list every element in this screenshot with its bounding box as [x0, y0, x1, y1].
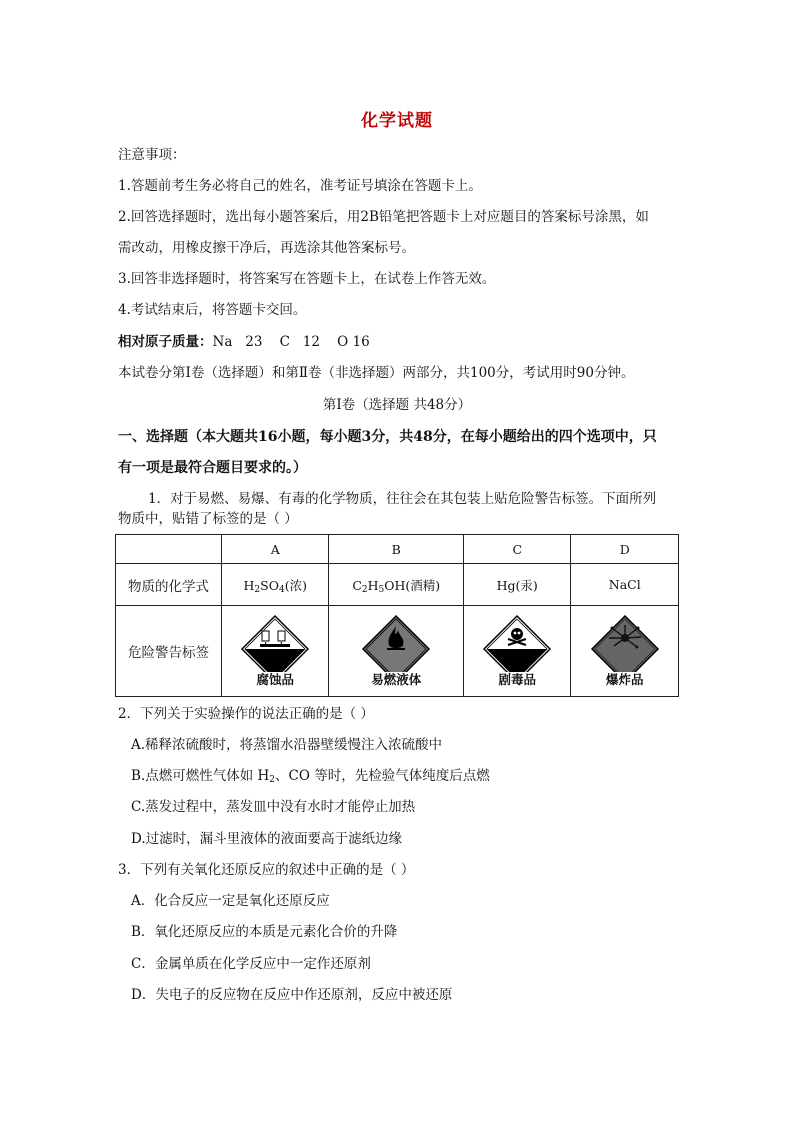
corrosive-icon: [240, 614, 310, 672]
q1-stem-line2: 物质中，贴错了标签的是（ ）: [118, 511, 298, 527]
q3-option-d: D．失电子的反应物在反应中作还原剂，反应中被还原: [131, 987, 453, 1003]
substance-b: $C_2H_5OH$(酒精): [329, 564, 464, 606]
notice-item-1: 1.答题前考生务必将自己的姓名，准考证号填涂在答题卡上。: [118, 178, 482, 194]
sign-row: [116, 606, 679, 697]
header-c: C: [464, 535, 571, 564]
notice-item-4: 4.考试结束后，将答题卡交回。: [118, 302, 307, 318]
notice-item-2-cont: 需改动，用橡皮擦干净后，再选涂其他答案标号。: [118, 240, 415, 256]
q3-stem: 3．下列有关氧化还原反应的叙述中正确的是（ ）: [118, 862, 415, 878]
notice-item-3: 3.回答非选择题时，将答案写在答题卡上，在试卷上作答无效。: [118, 271, 496, 287]
substance-c: Hg(汞): [464, 564, 571, 606]
table-corner-cell: [116, 535, 222, 564]
sign-caption-c: 剧毒品: [498, 672, 536, 687]
sign-cell-c: [464, 606, 571, 697]
atomic-mass-label: 相对原子质量：: [118, 334, 213, 350]
header-b: B: [329, 535, 464, 564]
flammable-liquid-icon: [361, 614, 431, 672]
sign-caption-b: 易燃液体: [371, 672, 422, 687]
q3-option-a: A．化合反应一定是氧化还原反应: [131, 893, 330, 909]
sign-row-label: 危险警告标签: [116, 606, 222, 697]
formula-row-label: 物质的化学式: [116, 564, 222, 606]
toxic-icon: [482, 614, 552, 672]
section1-line2: 有一项是最符合题目要求的。）: [118, 460, 307, 476]
header-a: A: [222, 535, 329, 564]
q1-stem-line1: 1．对于易燃、易爆、有毒的化学物质，往往会在其包装上贴危险警告标签。下面所列: [148, 491, 657, 507]
section1-line1: 一、选择题（本大题共16小题，每小题3分，共48分，在每小题给出的四个选项中，只: [118, 429, 657, 445]
exam-intro: 本试卷分第Ⅰ卷（选择题）和第Ⅱ卷（非选择题）两部分，共100分，考试用时90分钟。: [118, 365, 635, 381]
hazard-label-table: [115, 534, 679, 697]
atomic-mass-values: Na 23 C 12 O 16: [212, 334, 370, 350]
sign-cell-a: [222, 606, 329, 697]
q2-option-d: D.过滤时，漏斗里液体的液面要高于滤纸边缘: [131, 831, 403, 847]
page-title: 化学试题: [361, 111, 433, 131]
q2-stem: 2．下列关于实验操作的说法正确的是（ ）: [118, 706, 374, 722]
substance-a: $H_2SO_4$(浓): [222, 564, 329, 606]
sign-caption-d: 爆炸品: [605, 672, 644, 687]
sign-cell-b: [329, 606, 464, 697]
part1-title: 第Ⅰ卷（选择题 共48分）: [322, 397, 472, 413]
q2-option-c: C.蒸发过程中，蒸发皿中没有水时才能停止加热: [131, 799, 416, 815]
substance-d: NaCl: [571, 564, 679, 606]
q3-option-c: C．金属单质在化学反应中一定作还原剂: [131, 956, 371, 972]
notice-heading: 注意事项：: [118, 147, 186, 163]
notice-item-2: 2.回答选择题时，选出每小题答案后，用2B铅笔把答题卡上对应题目的答案标号涂黑，如: [118, 209, 649, 225]
explosive-icon: [590, 614, 660, 672]
sign-cell-d: [571, 606, 679, 697]
header-d: D: [571, 535, 679, 564]
atomic-mass: [118, 333, 370, 351]
q2-option-b: B.点燃可燃性气体如 $H_2$、CO 等时，先检验气体纯度后点燃: [131, 768, 490, 785]
sign-caption-a: 腐蚀品: [256, 672, 294, 687]
table-header-row: [116, 535, 679, 564]
q3-option-b: B．氧化还原反应的本质是元素化合价的升降: [131, 924, 398, 940]
q2-option-a: A.稀释浓硫酸时，将蒸馏水沿器壁缓慢注入浓硫酸中: [131, 737, 443, 753]
formula-row: [116, 564, 679, 606]
